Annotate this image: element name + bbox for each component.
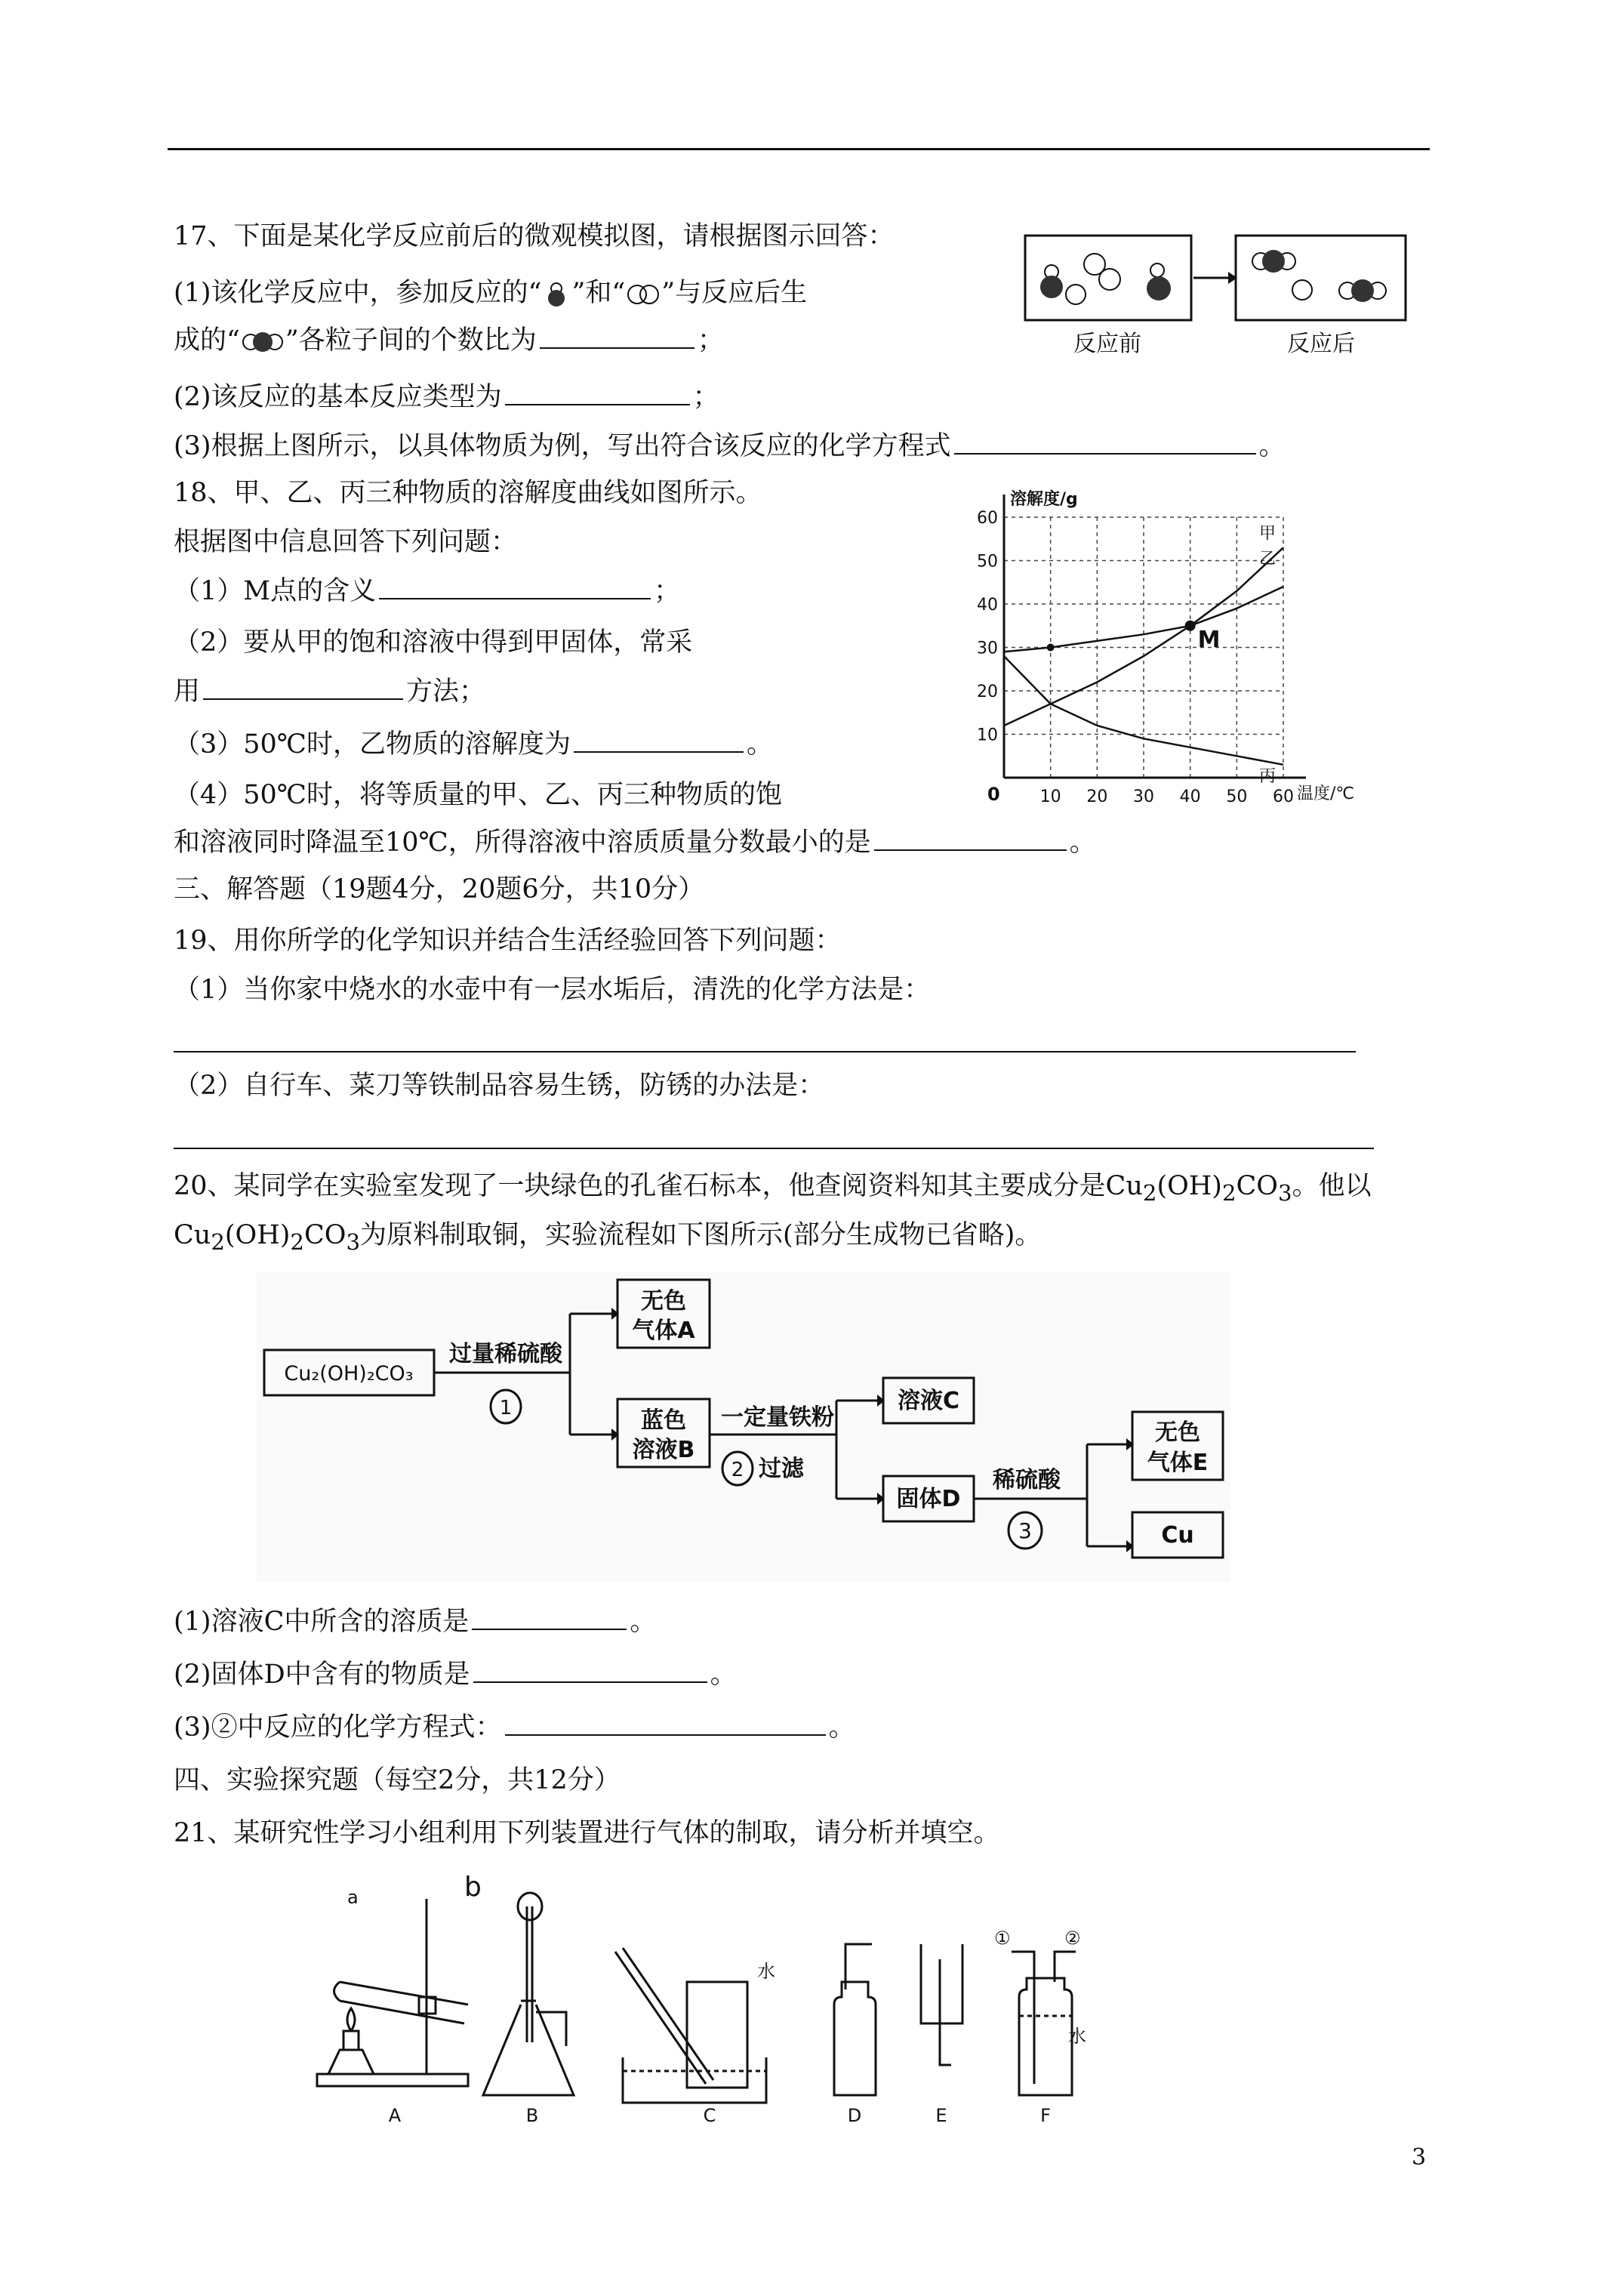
- q20-blank2[interactable]: [473, 1659, 707, 1683]
- q17-label-after: 反应后: [1287, 331, 1355, 357]
- q17-reaction-figure: [1023, 227, 1415, 365]
- q18-intro: 根据图中信息回答下列问题：: [174, 527, 518, 557]
- q21-stem: 21、某研究性学习小组利用下列装置进行气体的制取，请分析并填空。: [174, 1818, 1000, 1848]
- x-tick-label: 20: [1086, 787, 1108, 806]
- series-label-3: 丙: [1259, 766, 1277, 786]
- q21-apparatus-figure: [306, 1872, 1087, 2128]
- point-m: [1185, 621, 1196, 631]
- q20-blank1[interactable]: [472, 1606, 627, 1630]
- q17-label-before: 反应前: [1073, 331, 1141, 357]
- q20-sub2: (2)固体D中含有的物质是 。: [174, 1660, 737, 1690]
- series-curve-3: [1004, 656, 1283, 765]
- label-apparatus-C: C: [703, 2105, 716, 2126]
- q18-sub1: （1）M点的含义 ；: [174, 576, 681, 606]
- q17-stem: 17、下面是某化学反应前后的微观模拟图，请根据图示回答：: [174, 221, 895, 251]
- molecule-a-icon: [541, 279, 571, 310]
- q18-blank1[interactable]: [379, 575, 651, 599]
- flow-step2-filter: 过滤: [759, 1456, 804, 1482]
- label-b: b: [464, 1872, 482, 1903]
- q17-part1-line2: 成的“ ”各粒子间的个数比为 ；: [174, 325, 724, 356]
- q19-answer-line2[interactable]: [174, 1148, 1374, 1149]
- q18-sub4b: 和溶液同时降温至10℃，所得溶液中溶质质量分数最小的是 。: [174, 827, 1096, 858]
- flow-step2-label: 一定量铁粉: [721, 1404, 834, 1431]
- label-apparatus-B: B: [525, 2105, 539, 2126]
- flow-solB-line2: 溶液B: [632, 1437, 695, 1463]
- q17-part1-line1: (1)该化学反应中，参加反应的“ ”和“ ”与反应后生: [174, 278, 808, 308]
- flow-solidD: 固体D: [896, 1486, 961, 1512]
- section3-heading: 三、解答题（19题4分，20题6分，共10分）: [174, 874, 705, 905]
- flow-start-box: Cu₂(OH)₂CO₃: [284, 1362, 414, 1385]
- origin-label: 0: [987, 784, 1000, 805]
- q18-blank4[interactable]: [874, 827, 1067, 851]
- flow-cu: Cu: [1161, 1522, 1194, 1549]
- q19-sub2: （2）自行车、菜刀等铁制品容易生锈，防锈的办法是：: [174, 1071, 825, 1101]
- y-tick-label: 60: [977, 509, 998, 528]
- q17-part3: (3)根据上图所示，以具体物质为例，写出符合该反应的化学方程式 。: [174, 431, 1286, 461]
- q17-blank1[interactable]: [540, 325, 694, 349]
- flow-gasE-line2: 气体E: [1147, 1450, 1209, 1476]
- section4-heading: 四、实验探究题（每空2分，共12分）: [174, 1765, 621, 1795]
- flow-gasA-line2: 气体A: [632, 1318, 695, 1344]
- label-water-c: 水: [757, 1961, 775, 1982]
- q20-blank3[interactable]: [505, 1712, 826, 1736]
- flow-step2-number: 2: [731, 1459, 744, 1481]
- q20-sub1: (1)溶液C中所含的溶质是 。: [174, 1607, 657, 1637]
- label-apparatus-E: E: [935, 2105, 947, 2126]
- flow-gasE-line1: 无色: [1155, 1419, 1200, 1446]
- q20-flowchart: [257, 1272, 1230, 1585]
- y-tick-label: 40: [977, 596, 998, 615]
- q18-sub2b: 用 方法；: [174, 676, 486, 707]
- q18-stem: 18、甲、乙、丙三种物质的溶解度曲线如图所示。: [174, 478, 762, 508]
- flow-solC: 溶液C: [897, 1388, 960, 1414]
- y-tick-label: 10: [977, 726, 998, 745]
- y-tick-label: 30: [977, 639, 998, 658]
- x-axis-title: 温度/℃: [1297, 784, 1355, 803]
- q20-line2: $Cu_2(OH)_2CO_3$为原料制取铜，实验流程如下图所示(部分生成物已省略)。: [174, 1220, 1042, 1255]
- flow-step1-label: 过量稀硫酸: [449, 1341, 562, 1367]
- x-tick-label: 50: [1226, 787, 1248, 806]
- x-tick-label: 30: [1133, 787, 1154, 806]
- molecule-c-icon: [240, 328, 285, 356]
- q20-sub3: (3)②中反应的化学方程式： 。: [174, 1712, 855, 1743]
- label-port1: ①: [994, 1928, 1011, 1949]
- flow-step1-number: 1: [499, 1397, 513, 1419]
- series-label-2: 乙: [1259, 550, 1277, 569]
- q19-answer-line1[interactable]: [174, 1051, 1356, 1052]
- page-number: 3: [1412, 2144, 1427, 2171]
- series-label-1: 甲: [1259, 524, 1277, 544]
- y-axis-title: 溶解度/g: [1010, 490, 1078, 509]
- q17-blank3[interactable]: [954, 430, 1256, 455]
- label-port2: ②: [1064, 1928, 1081, 1949]
- q17-part2: (2)该反应的基本反应类型为 ；: [174, 382, 719, 412]
- solubility-chart: [974, 483, 1355, 826]
- q20-line1: 20、某同学在实验室发现了一块绿色的孔雀石标本，他查阅资料知其主要成分是$Cu_2(OH)_2CO_3$。他以: [174, 1171, 1372, 1206]
- x-tick-label: 10: [1039, 787, 1061, 806]
- y-tick-label: 50: [977, 552, 998, 572]
- label-a: a: [347, 1887, 359, 1908]
- label-apparatus-D: D: [847, 2105, 862, 2126]
- molecule-b-icon: [625, 281, 661, 308]
- label-water-f: 水: [1068, 2026, 1086, 2047]
- y-tick-label: 20: [977, 683, 998, 701]
- x-tick-label: 40: [1179, 787, 1201, 806]
- point-10c: [1047, 644, 1055, 652]
- q19-sub1: （1）当你家中烧水的水壶中有一层水垢后，清洗的化学方法是：: [174, 975, 931, 1005]
- q18-sub3: （3）50℃时，乙物质的溶解度为 。: [174, 729, 773, 760]
- label-apparatus-A: A: [388, 2105, 402, 2126]
- flow-step3-label: 稀硫酸: [993, 1467, 1061, 1493]
- q18-blank2[interactable]: [203, 676, 403, 700]
- q18-sub2a: （2）要从甲的饱和溶液中得到甲固体，常采: [174, 627, 693, 658]
- q17-blank2[interactable]: [505, 381, 690, 405]
- q18-blank3[interactable]: [574, 729, 744, 753]
- q18-sub4a: （4）50℃时，将等质量的甲、乙、丙三种物质的饱: [174, 780, 782, 810]
- point-m-label: M: [1197, 626, 1221, 653]
- flow-solB-line1: 蓝色: [641, 1407, 686, 1434]
- q19-stem: 19、用你所学的化学知识并结合生活经验回答下列问题：: [174, 926, 842, 956]
- flow-gasA-line1: 无色: [641, 1288, 686, 1314]
- label-apparatus-F: F: [1040, 2105, 1051, 2126]
- flow-step3-number: 3: [1018, 1518, 1032, 1543]
- x-tick-label: 60: [1273, 787, 1294, 806]
- header-rule: [168, 148, 1430, 150]
